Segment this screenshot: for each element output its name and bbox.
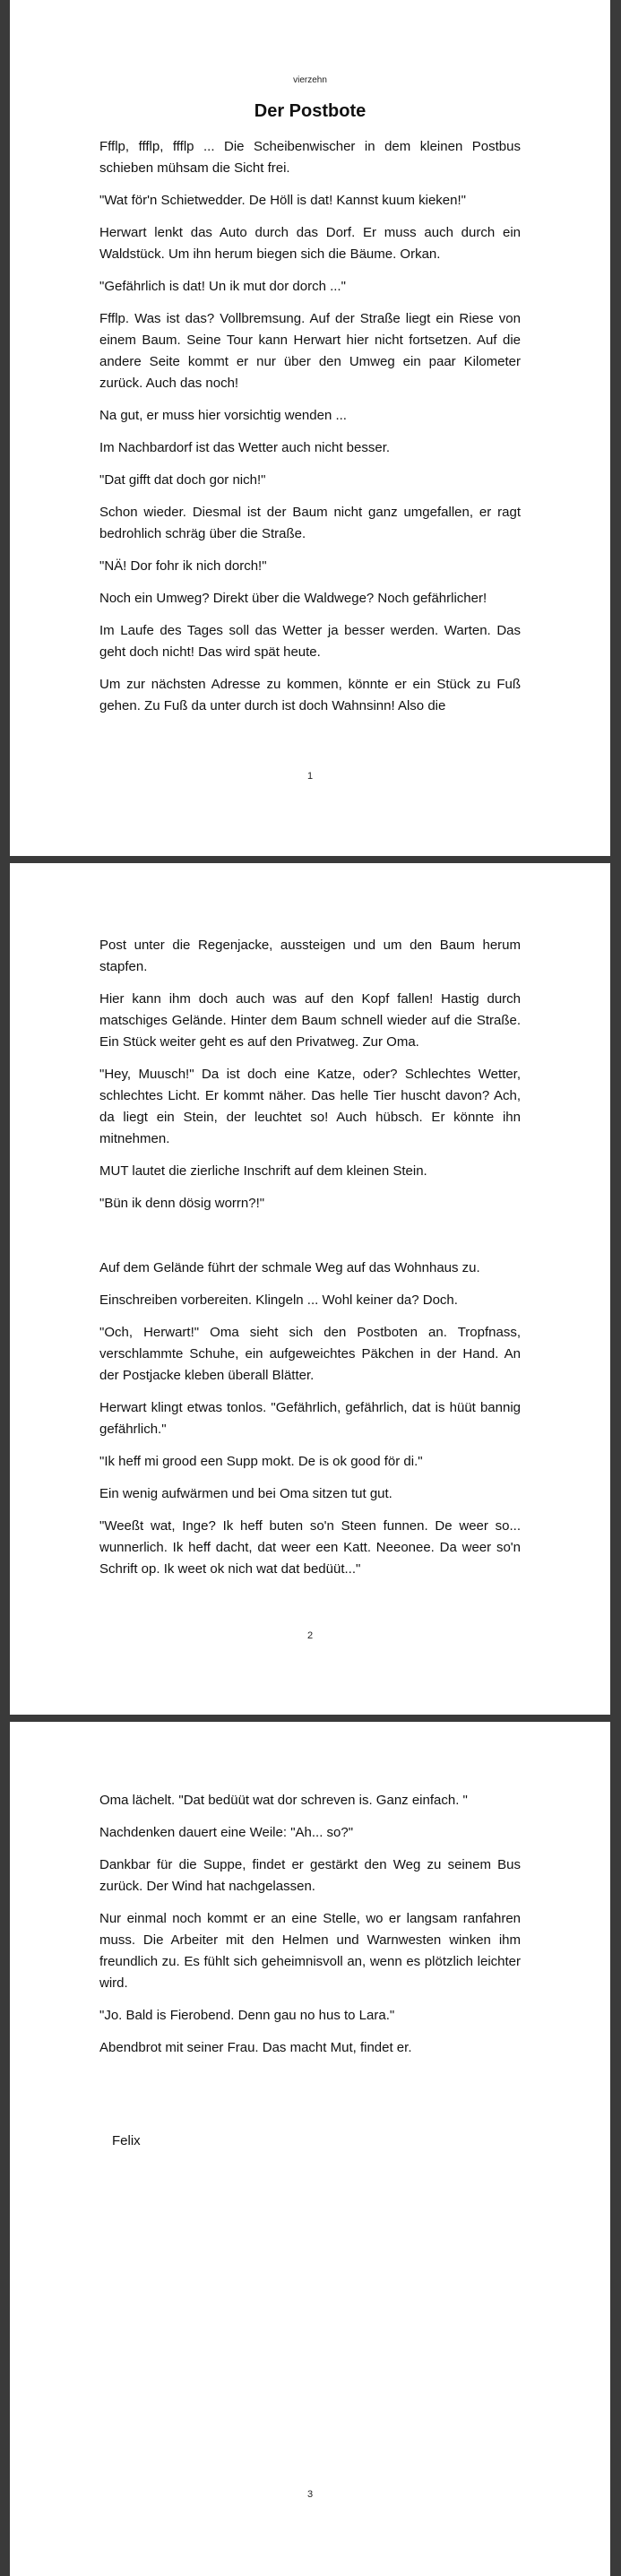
paragraph: "Wat för'n Schietwedder. De Höll is dat! Kannst kuum kieken!"	[99, 193, 466, 208]
paragraph: Herwart klingt etwas tonlos. "Gefährlich, gefährlich, dat is hüüt bannig gefährlich."	[99, 1400, 521, 1437]
page-2	[10, 863, 610, 1715]
paragraph: Dankbar für die Suppe, findet er gestärkt den Weg zu seinem Bus zurück. Der Wind hat nachgelassen.	[99, 1857, 521, 1894]
paragraph: Hier kann ihm doch auch was auf den Kopf fallen! Hastig durch matschiges Gelände. Hinter dem Baum schnell wieder auf die Straße. Ein Stück weiter geht es auf den Privatweg. Zur Oma.	[99, 991, 521, 1050]
page-2-body	[99, 935, 521, 1591]
paragraph: Ffflp, ffflp, ffflp ... Die Scheibenwischer in dem kleinen Postbus schieben mühsam die Sicht frei.	[99, 139, 521, 176]
paragraph: "Bün ik denn dösig worrn?!"	[99, 1196, 265, 1211]
page-3-body	[99, 1790, 521, 2163]
paragraph: "Ik heff mi grood een Supp mokt. De is ok good för di."	[99, 1454, 423, 1469]
paragraph: Noch ein Umweg? Direkt über die Waldwege? Noch gefährlicher!	[99, 591, 487, 606]
paragraph: Nur einmal noch kommt er an eine Stelle, wo er langsam ranfahren muss. Die Arbeiter mit den Helmen und Warnwesten winken ihm freundlich zu. Es fühlt sich geheimnisvoll an, wenn es plötzlich leichter wird.	[99, 1911, 521, 1991]
page-3	[10, 1722, 610, 2576]
paragraph: "Dat gifft dat doch gor nich!"	[99, 472, 266, 488]
paragraph: "Hey, Muusch!" Da ist doch eine Katze, oder? Schlechtes Wetter, schlechtes Licht. Er kommt näher. Das helle Tier huscht davon? Ach, da liegt ein Stein, der leuchtet so! Auch hübsch. Er könnte ihn mitnehmen.	[99, 1067, 521, 1146]
empty-paragraph	[99, 1225, 521, 1247]
paragraph: Schon wieder. Diesmal ist der Baum nicht ganz umgefallen, er ragt bedrohlich schräg über die Straße.	[99, 505, 521, 541]
header-label: vierzehn	[293, 75, 327, 85]
paragraph: Im Nachbardorf ist das Wetter auch nicht besser.	[99, 440, 391, 455]
signature: Felix	[112, 2133, 141, 2148]
page-number: 3	[306, 2489, 314, 2500]
paragraph: "Och, Herwart!" Oma sieht sich den Postboten an. Tropfnass, verschlammte Schuhe, ein aufgeweichtes Päkchen in der Hand. An der Postjacke kleben überall Blätter.	[99, 1325, 521, 1383]
paragraph: Einschreiben vorbereiten. Klingeln ... Wohl keiner da? Doch.	[99, 1292, 458, 1308]
paragraph: Herwart lenkt das Auto durch das Dorf. Er muss auch durch ein Waldstück. Um ihn herum biegen sich die Bäume. Orkan.	[99, 225, 521, 262]
paragraph: Nachdenken dauert eine Weile: "Ah... so?"	[99, 1825, 354, 1840]
page-number: 2	[306, 1630, 314, 1641]
paragraph: Ffflp. Was ist das? Vollbremsung. Auf der Straße liegt ein Riese von einem Baum. Seine Tour kann Herwart hier nicht fortsetzen. Auf die andere Seite kommt er nur über den Umweg ein paar Kilometer zurück. Auch das noch!	[99, 311, 521, 391]
page-title: Der Postbote	[254, 101, 367, 121]
paragraph: Auf dem Gelände führt der schmale Weg auf das Wohnhaus zu.	[99, 1260, 480, 1275]
page-number: 1	[306, 771, 314, 782]
paragraph: "Jo. Bald is Fierobend. Denn gau no hus to Lara."	[99, 2008, 395, 2023]
paragraph: Na gut, er muss hier vorsichtig wenden ...	[99, 408, 347, 423]
paragraph: Um zur nächsten Adresse zu kommen, könnte er ein Stück zu Fuß gehen. Zu Fuß da unter durch ist doch Wahnsinn! Also die	[99, 677, 521, 713]
paragraph: Abendbrot mit seiner Frau. Das macht Mut, findet er.	[99, 2040, 412, 2055]
paragraph: Im Laufe des Tages soll das Wetter ja besser werden. Warten. Das geht doch nicht! Das wird spät heute.	[99, 623, 521, 660]
paragraph: Post unter die Regenjacke, aussteigen und um den Baum herum stapfen.	[99, 938, 521, 974]
paragraph: "NÄ! Dor fohr ik nich dorch!"	[99, 558, 267, 574]
paragraph: Oma lächelt. "Dat bedüüt wat dor schreven is. Ganz einfach. "	[99, 1793, 468, 1808]
paragraph: Ein wenig aufwärmen und bei Oma sitzen tut gut.	[99, 1486, 392, 1501]
paragraph: MUT lautet die zierliche Inschrift auf dem kleinen Stein.	[99, 1163, 427, 1179]
paragraph: "Gefährlich is dat! Un ik mut dor dorch ..."	[99, 279, 346, 294]
paragraph: "Weeßt wat, Inge? Ik heff buten so'n Steen funnen. De weer so... wunnerlich. Ik heff dacht, dat weer een Katt. Neeonee. Da weer so'n Schrift op. Ik weet ok nich wat dat bedüüt..."	[99, 1518, 521, 1577]
page-1-body	[99, 136, 521, 728]
page-1	[10, 0, 610, 856]
